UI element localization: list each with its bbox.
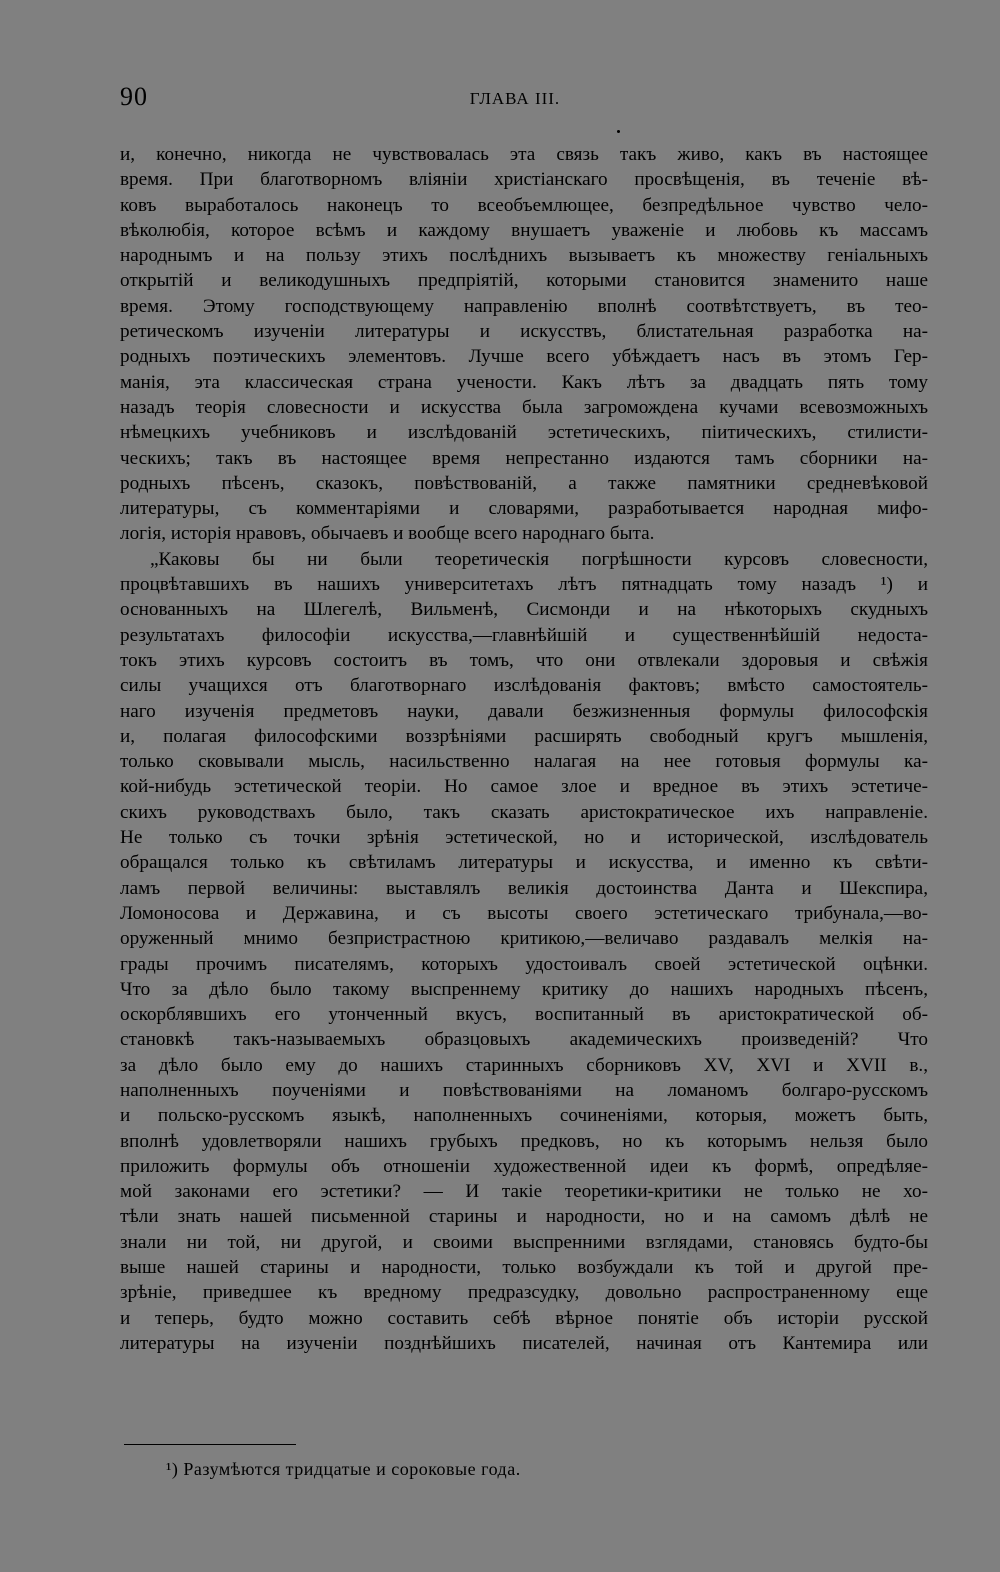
text-line: мой законами его эстетики? — И такіе теоретики-критики не только не хо- <box>120 1181 928 1203</box>
text-line: выше нашей старины и народности, только возбуждали къ той и другой пре- <box>120 1257 928 1279</box>
text-line: ковъ выработалось наконецъ то всеобъемлющее, безпредѣльное чувство чело- <box>120 194 928 216</box>
text-line: и, полагая философскими воззрѣніями расширять свободный кругъ мышленія, <box>120 725 928 747</box>
text-line: результатахъ философіи искусства,—главнѣйшій и существеннѣйшій недоста- <box>120 624 928 646</box>
footnote: ¹) Разумѣются тридцатые и сороковые года. <box>166 1459 521 1479</box>
text-line: литературы, съ комментаріями и словарями, разработывается народная мифо- <box>120 498 928 520</box>
text-line: процвѣтавшихъ въ нашихъ университетахъ лѣтъ пятнадцать тому назадъ ¹) и <box>120 574 928 596</box>
text-line: „Каковы бы ни были теоретическія погрѣшности курсовъ словесности, <box>150 548 928 570</box>
text-line: и теперь, будто можно составить себѣ вѣрное понятіе объ исторіи русской <box>120 1307 928 1329</box>
running-head: ГЛАВА III. <box>469 89 561 108</box>
text-line: ческихъ; такъ въ настоящее время непрестанно издаются тамъ сборники на- <box>120 447 928 469</box>
text-line: оруженный мнимо безпристрастною критикою,—величаво раздавалъ мелкія на- <box>120 928 928 950</box>
text-line: кой-нибудь эстетической теоріи. Но самое злое и вредное въ этихъ эстетиче- <box>120 776 928 798</box>
text-line: обращался только къ свѣтиламъ литературы и искусства, и именно къ свѣти- <box>120 852 928 874</box>
text-line: только сковывали мысль, насильственно налагая на нее готовыя формулы ка- <box>120 751 928 773</box>
text-line: манія, эта классическая страна учености. Какъ лѣтъ за двадцать пять тому <box>120 371 928 393</box>
text-line: оскорблявшихъ его утонченный вкусъ, воспитанный въ аристократической об- <box>120 1004 928 1026</box>
text-line: скихъ руководствахъ было, такъ сказать аристократическое ихъ направленіе. <box>120 801 928 823</box>
text-line: силы учащихся отъ благотворнаго изслѣдованія фактовъ; вмѣсто самостоятель- <box>120 675 928 697</box>
text-line: время. Этому господствующему направленію вполнѣ соотвѣтствуетъ, въ тео- <box>120 295 928 317</box>
text-line: родныхъ поэтическихъ элементовъ. Лучше всего убѣждаетъ насъ въ этомъ Гер- <box>120 346 928 368</box>
text-line: ретическомъ изученіи литературы и искусствъ, блистательная разработка на- <box>120 321 928 343</box>
text-line: ламъ первой величины: выставлялъ великія достоинства Данта и Шекспира, <box>120 877 928 899</box>
text-line: Что за дѣло было такому выспреннему критику до нашихъ народныхъ пѣсенъ, <box>120 978 928 1000</box>
text-line: и, конечно, никогда не чувствовалась эта связь такъ живо, какъ въ настоящее <box>120 144 928 165</box>
text-line: токъ этихъ курсовъ состоитъ въ томъ, что они отвлекали здоровыя и свѣжія <box>120 649 928 671</box>
text-line: становкѣ такъ-называемыхъ образцовыхъ академическихъ произведеній? Что <box>120 1029 928 1051</box>
text-line: Ломоносова и Державина, и съ высоты своего эстетическаго трибунала,—во- <box>120 902 928 924</box>
text-line: логія, исторія нравовъ, обычаевъ и вообще всего народнаго быта. <box>120 523 655 545</box>
print-speck <box>617 130 620 133</box>
text-line: назадъ теорія словесности и искусства была загромождена кучами всевозможныхъ <box>120 396 928 418</box>
text-line: Не только съ точки зрѣнія эстетической, но и исторической, изслѣдователь <box>120 827 928 849</box>
text-line: открытій и великодушныхъ предпріятій, которыми становится знаменито наше <box>120 270 928 292</box>
text-line: литературы на изученіи позднѣйшихъ писателей, начиная отъ Кантемира или <box>120 1332 928 1354</box>
footnote-rule <box>124 1444 296 1445</box>
page-number: 90 <box>120 82 148 111</box>
text-line: основанныхъ на Шлегелѣ, Вильменѣ, Сисмонди и на нѣкоторыхъ скудныхъ <box>120 599 928 621</box>
text-line: зрѣніе, приведшее къ вредному предразсудку, довольно распространенному еще <box>120 1282 928 1304</box>
text-line: тѣли знать нашей письменной старины и народности, но и на самомъ дѣлѣ не <box>120 1206 928 1228</box>
text-line: народнымъ и на пользу этихъ послѣднихъ вызываетъ къ множеству геніальныхъ <box>120 245 928 267</box>
text-line: и польско-русскомъ языкѣ, наполненныхъ сочиненіями, которыя, можетъ быть, <box>120 1105 928 1127</box>
text-line: наполненныхъ поученіями и повѣствованіями на ломаномъ болгаро-русскомъ <box>120 1079 928 1101</box>
text-line: вполнѣ удовлетворяли нашихъ грубыхъ предковъ, но къ которымъ нельзя было <box>120 1130 928 1152</box>
body-text <box>120 142 928 1356</box>
text-line: приложить формулы объ отношеніи художественной идеи къ формѣ, опредѣляе- <box>120 1155 928 1177</box>
text-line: нѣмецкихъ учебниковъ и изслѣдованій эстетическихъ, піитическихъ, стилисти- <box>120 422 928 444</box>
text-line: грады прочимъ писателямъ, которыхъ удостоивалъ своей эстетической оцѣнки. <box>120 953 928 975</box>
text-line: наго изученія предметовъ науки, давали безжизненныя формулы философскія <box>120 700 928 722</box>
text-line: время. При благотворномъ вліяніи христіанскаго просвѣщенія, въ теченіе вѣ- <box>120 169 928 191</box>
text-line: знали ни той, ни другой, и своими выспренними взглядами, становясь будто-бы <box>120 1231 928 1253</box>
text-line: за дѣло было ему до нашихъ старинныхъ сборниковъ XV, XVI и XVII в., <box>120 1054 928 1076</box>
text-line: вѣколюбія, которое всѣмъ и каждому внушаетъ уваженіе и любовь къ массамъ <box>120 219 928 241</box>
text-line: родныхъ пѣсенъ, сказокъ, повѣствованій, а также памятники средневѣковой <box>120 472 928 494</box>
